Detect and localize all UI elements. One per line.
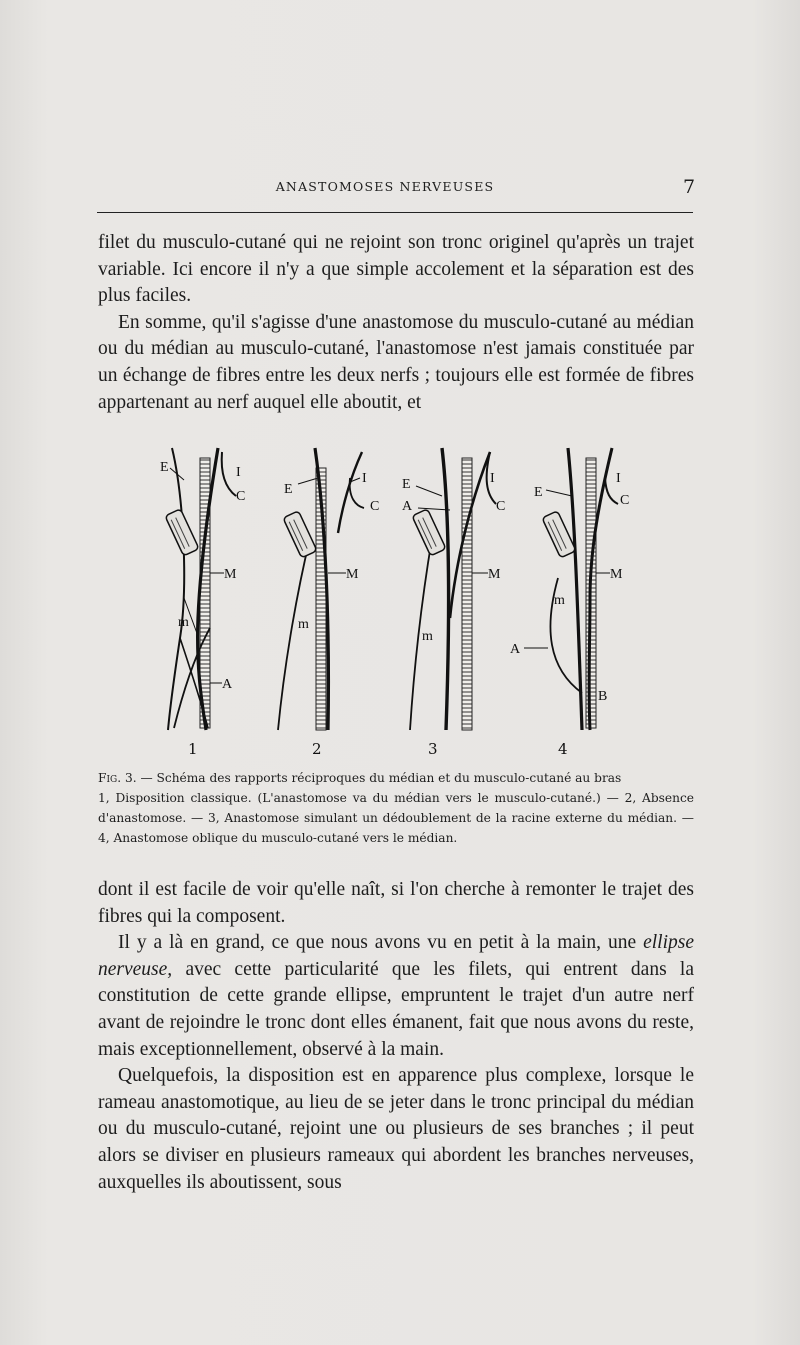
paragraph-ellipse (98, 930, 694, 1063)
panel-4-label-I: I (616, 471, 621, 486)
panel-4-label-C: C (620, 493, 630, 508)
panel-4-label-E: E (534, 485, 543, 500)
panel-number-2: 2 (312, 740, 322, 758)
panel-3-label-M: M (488, 567, 501, 582)
panel-3-label-E: E (402, 477, 411, 492)
panel-2-label-E: E (284, 482, 293, 497)
term-ellipse-nerveuse: ellipse nerveuse, (98, 932, 694, 980)
panel-4-label-m: m (554, 593, 565, 608)
panel-1-label-A: A (222, 677, 233, 692)
paragraph-en-somme: En somme, qu'il s'agisse d'une anastomose du musculo-cutané au médian ou du médian au musculo-cutané, l'anastomose n'est jamais constituée par un échange de fibres entre les deux nerfs ; toujours elle est formée de fibres appartenant au nerf auquel elle aboutit, et (98, 311, 694, 413)
panel-1-label-C: C (236, 489, 246, 504)
panel-3-label-A: A (402, 499, 413, 514)
panel-2-label-m: m (298, 617, 309, 632)
running-title: ANASTOMOSES NERVEUSES (275, 179, 495, 194)
panel-1-label-I: I (236, 465, 241, 480)
paragraph-continued: filet du musculo-cutané qui ne rejoint son tronc originel qu'après un trajet variable. Ici encore il n'y a que simple accolement et la séparation est des plus faciles. (98, 232, 694, 307)
paragraph-ellipse-start: Il y a là en grand, ce que nous avons vu en petit à la main, une (118, 932, 637, 954)
caption-title: — Schéma des rapports réciproques du médian et du musculo-cutané au bras (140, 771, 622, 785)
paragraph-ellipse-end: avec cette particularité que les filets, qui entrent dans la constitution de cette grande ellipse, empruntent le trajet d'un autre nerf avant de rejoindre le tronc dont elles émanent, fait que nous avons du reste, mais exceptionnellement, observé à la main. (98, 958, 694, 1060)
panel-3-label-I: I (490, 471, 495, 486)
panel-1-label-m: m (178, 615, 189, 630)
panel-2-label-M: M (346, 567, 359, 582)
panel-number-1: 1 (188, 740, 198, 758)
panel-4-label-M: M (610, 567, 623, 582)
figure-3 (150, 438, 690, 768)
panel-4-label-A: A (510, 642, 521, 657)
panel-3-label-C: C (496, 499, 506, 514)
panel-1-label-M: M (224, 567, 237, 582)
panel-3-diagram (410, 448, 496, 730)
nerve-schema-illustration (150, 438, 690, 768)
caption-line-1 (98, 768, 694, 788)
panel-1-label-E: E (160, 460, 169, 475)
caption-figure-label: Fig. 3. (98, 771, 137, 785)
page-number: 7 (683, 176, 696, 198)
panel-number-4: 4 (558, 740, 568, 758)
paragraph-dont-il: dont il est facile de voir qu'elle naît, si l'on cherche à remonter le trajet des fibres qui la composent. (98, 879, 694, 927)
panel-2-label-I: I (362, 471, 367, 486)
figure-caption (98, 768, 694, 848)
body-text-bottom (98, 877, 694, 1196)
body-text-top (98, 230, 694, 416)
panel-number-3: 3 (428, 740, 438, 758)
header-rule (97, 212, 693, 213)
caption-details: 1, Disposition classique. (L'anastomose va du médian vers le musculo-cutané.) — 2, Absence d'anastomose. — 3, Anastomose simulant un dédoublement de la racine externe du médian. — 4, Anastomose oblique du musculo-cutané vers le médian. (98, 791, 694, 845)
running-head (0, 176, 800, 198)
panel-3-label-m: m (422, 629, 433, 644)
panel-2-label-C: C (370, 499, 380, 514)
paragraph-quelquefois: Quelquefois, la disposition est en apparence plus complexe, lorsque le rameau anastomotique, au lieu de se jeter dans le tronc principal du médian ou du musculo-cutané, rejoint une ou plusieurs de ses branches ; il peut alors se diviser en plusieurs rameaux qui abordent les branches nerveuses, auxquelles ils aboutissent, sous (98, 1065, 694, 1193)
panel-4-label-B: B (598, 689, 608, 704)
